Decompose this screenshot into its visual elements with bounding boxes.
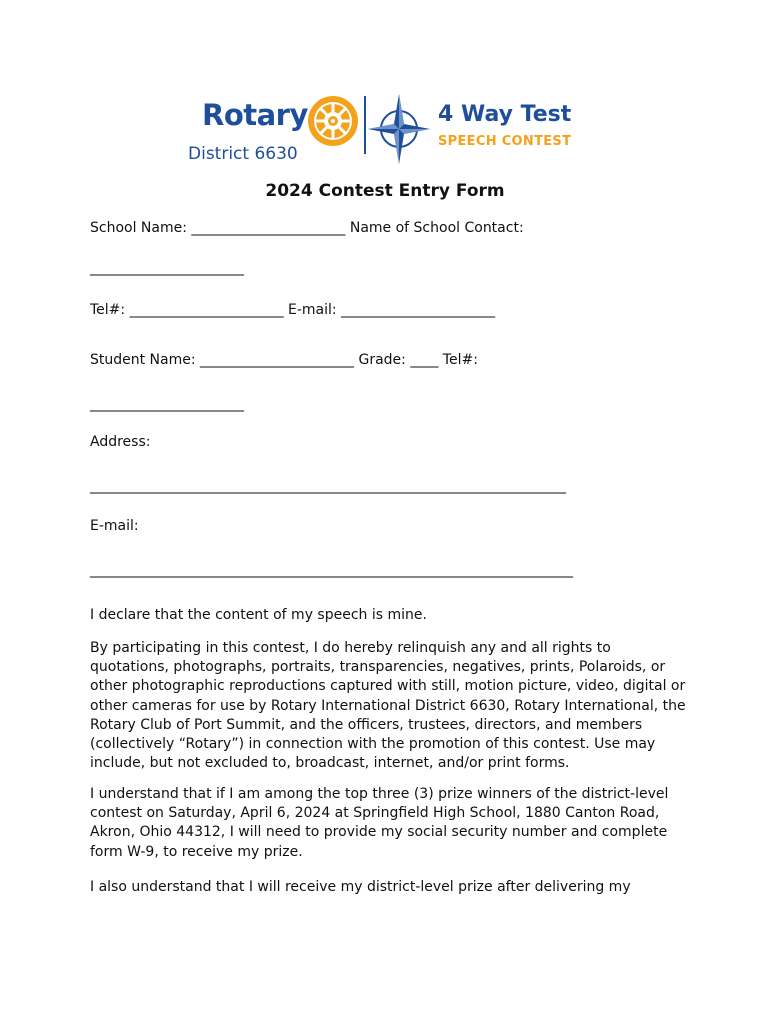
rotary-logo-text: Rotary — [202, 98, 308, 132]
tel-email-line[interactable]: Tel#: ______________________ E-mail: ______________________ — [90, 302, 496, 318]
school-line[interactable]: School Name: ______________________ Name of School Contact: — [90, 220, 524, 236]
student-line[interactable]: Student Name: ______________________ Grade: ____ Tel#: — [90, 352, 478, 368]
header-divider — [364, 96, 366, 154]
rights-paragraph: By participating in this contest, I do hereby relinquish any and all rights to quotations, photographs, portraits, transparencies, negatives, prints, Polaroids, or other photographic reproductions captured with still, motion picture, video, digital or other cameras for use by Rotary International District 6630, Rotary International, the Rotary Club of Port Summit, and the officers, trustees, directors, and members (collectively “Rotary”) in connection with the promotion of this contest. Use may include, but not excluded to, broadcast, internet, and/or print forms. — [90, 640, 686, 772]
header-logos — [188, 92, 588, 172]
email-label: E-mail: — [90, 518, 139, 534]
form-title: 2024 Contest Entry Form — [265, 181, 505, 201]
contest-subtitle: SPEECH CONTEST — [438, 134, 572, 149]
address-blank[interactable]: ____________________________________________________________________ — [90, 478, 566, 494]
address-label: Address: — [90, 434, 151, 450]
declaration-text: I declare that the content of my speech is mine. — [90, 607, 427, 623]
contest-name: 4 Way Test — [438, 102, 572, 127]
delivery-paragraph: I also understand that I will receive my district-level prize after delivering my — [90, 879, 631, 895]
student-tel-blank[interactable]: ______________________ — [90, 396, 244, 412]
compass-star-icon — [368, 92, 430, 166]
email-blank[interactable]: _____________________________________________________________________ — [90, 562, 573, 578]
rotary-wheel-icon — [306, 94, 360, 148]
district-label: District 6630 — [188, 144, 298, 164]
school-contact-blank[interactable]: ______________________ — [90, 260, 244, 276]
prize-paragraph: I understand that if I am among the top three (3) prize winners of the district-level contest on Saturday, April 6, 2024 at Springfield High School, 1880 Canton Road, Akron, Ohio 44312, I will need to provide my social security number and complete form W-9, to receive my prize. — [90, 786, 669, 860]
